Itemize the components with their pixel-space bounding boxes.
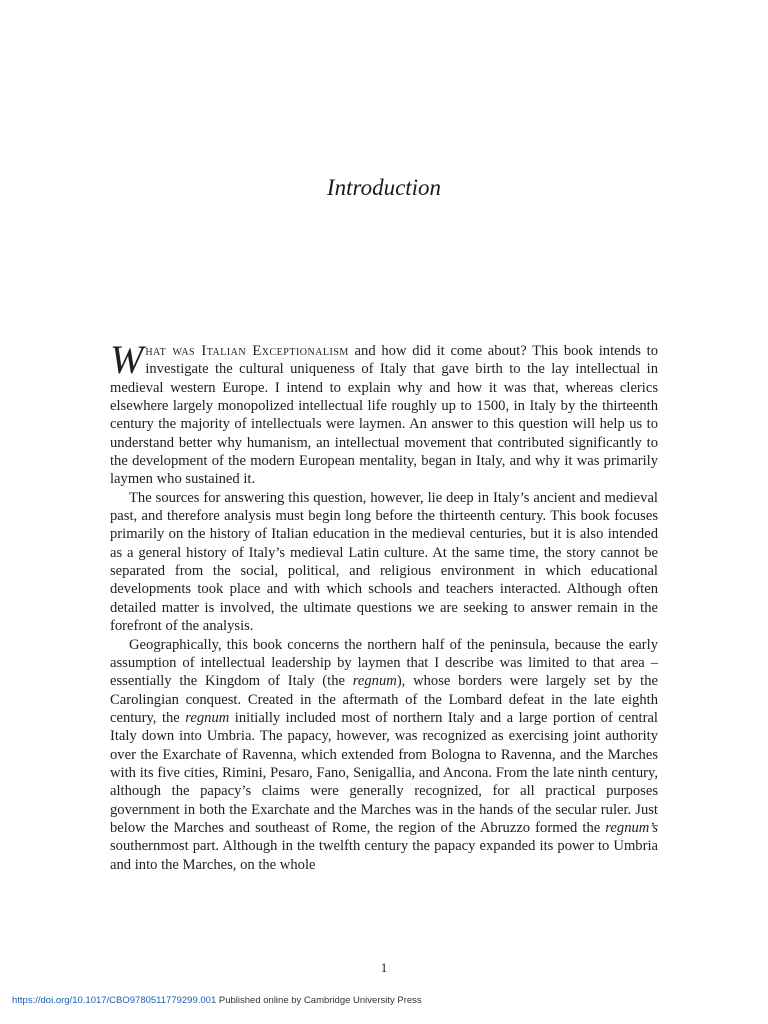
paragraph-3-text-1: Geographically, this book concerns the northern half of the peninsula, because the early assumption of intellectual leadership by laymen that I describe was limited to that area – essentially the Kingdom of Italy (the bbox=[110, 636, 658, 690]
drop-cap: W bbox=[110, 337, 144, 382]
paragraph-2: The sources for answering this question, however, lie deep in Italy’s ancient and medieval past, and therefore analysis must begin long before the thirteenth century. This book focuses primarily on the history of Italian education in the medieval centuries, but it is also intended as a general history of Italy’s medieval Latin culture. At the same time, the story cannot be separated from the social, political, and religious environment in which educational developments took place and with which schools and teachers interacted. Although often detailed matter is involved, the ultimate questions we are seeking to answer remain in the forefront of the analysis. bbox=[110, 489, 658, 635]
publisher-note: Published online by Cambridge University Press bbox=[216, 995, 422, 1006]
italic-term: regnum bbox=[352, 673, 397, 690]
paragraph-3-text-3: initially included most of northern Italy and a large portion of central Italy down into Umbria. The papacy, however, was recognized as exercising joint authority over the Exarchate of Ravenna, which extended from Bologna to Ravenna, and the Marches with its five cities, Rimini, Pesaro, Fano, Senigallia, and Ancona. From the late ninth century, although the papacy’s claims were generally recognized, for all practical purposes government in both the Exarchate and the Marches was in the hands of the secular ruler. Just below the Marches and southeast of Rome, the region of the Abruzzo formed the bbox=[110, 709, 658, 836]
paragraph-3-text-2: ), whose borders were largely set by the Carolingian conquest. Created in the aftermath of the Lombard defeat in the late eighth century, the bbox=[110, 673, 658, 726]
page-number: 1 bbox=[380, 960, 388, 975]
italic-term: regnum’s bbox=[605, 819, 658, 836]
body-text bbox=[110, 337, 658, 874]
paragraph-3-text-4: southernmost part. Although in the twelfth century the papacy expanded its power to Umbria and into the Marches, on the whole bbox=[110, 838, 658, 873]
paragraph-3 bbox=[110, 636, 658, 874]
opening-small-caps: hat was Italian Exceptionalism bbox=[145, 343, 349, 359]
footer bbox=[12, 995, 422, 1006]
paragraph-1 bbox=[110, 337, 658, 489]
italic-term: regnum bbox=[185, 709, 230, 726]
doi-link[interactable]: https://doi.org/10.1017/CBO9780511779299.001 bbox=[12, 995, 217, 1006]
chapter-title: Introduction bbox=[326, 175, 442, 200]
paragraph-1-text: and how did it come about? This book intends to investigate the cultural uniqueness of Italy that gave birth to the lay intellectual in medieval western Europe. I intend to explain why and how it was that, whereas clerics elsewhere largely monopolized intellectual life roughly up to 1500, in Italy by the thirteenth century the majority of intellectuals were laymen. An answer to this question will help us to understand better why humanism, an intellectual movement that contributed significantly to the development of the modern European mentality, began in Italy, and why it was primarily laymen who sustained it. bbox=[110, 343, 658, 488]
